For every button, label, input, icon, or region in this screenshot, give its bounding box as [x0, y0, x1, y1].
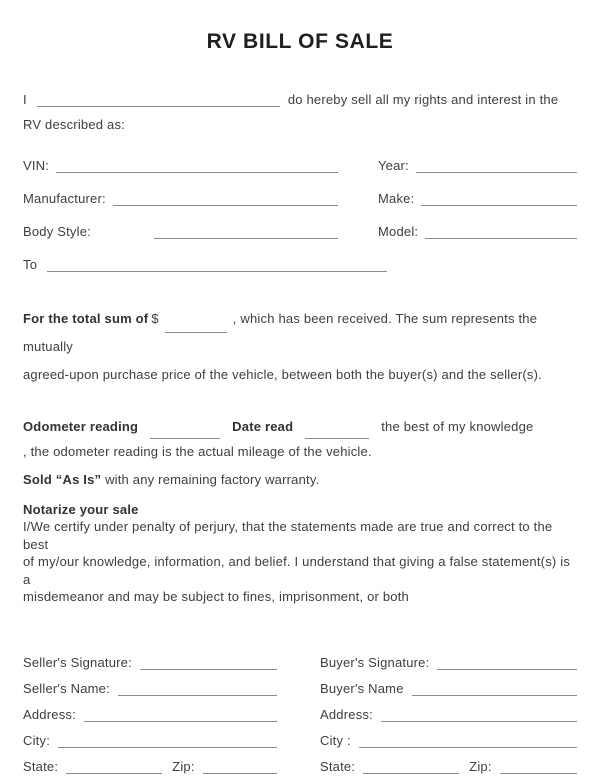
buyer-name-label: Buyer's Name — [320, 680, 404, 696]
body-style-field — [23, 224, 338, 239]
seller-city-label: City: — [23, 732, 50, 748]
notarize-line-3: misdemeanor and may be subject to fines, imprisonment, or both — [23, 589, 409, 604]
total-sum-bold-label: For the total sum of — [23, 311, 149, 326]
to-label: To — [23, 257, 38, 272]
form-title: RV BILL OF SALE — [206, 30, 394, 53]
seller-state-label: State: — [23, 758, 59, 774]
seller-name-input-line[interactable] — [37, 92, 280, 107]
sold-as-is-clause — [23, 472, 577, 487]
total-sum-clause — [23, 305, 577, 389]
odometer-line-1 — [23, 414, 577, 439]
buyer-city-row — [320, 732, 577, 748]
buyer-address-label: Address: — [320, 706, 373, 722]
buyer-column — [320, 654, 577, 784]
seller-city-input-line[interactable] — [58, 733, 277, 748]
seller-state-input-line[interactable] — [66, 759, 162, 774]
intro-post-label: do hereby sell all my rights and interest in the — [287, 92, 559, 107]
sold-as-is-text: with any remaining factory warranty. — [105, 472, 320, 487]
to-recipient-row — [23, 255, 577, 272]
total-sum-text-1: , which has been received. The sum represents the mutually — [23, 311, 538, 354]
seller-state-zip-row — [23, 758, 277, 774]
vehicle-row-2 — [23, 189, 577, 206]
notarize-line-2: of my/our knowledge, information, and belief. I understand that giving a false statement(s) is a — [23, 554, 571, 587]
buyer-zip-input-line[interactable] — [500, 759, 577, 774]
manufacturer-input-line[interactable] — [113, 191, 338, 206]
model-label: Model: — [378, 224, 419, 239]
seller-name-sig-input-line[interactable] — [118, 681, 277, 696]
seller-name-label: Seller's Name: — [23, 680, 110, 696]
total-sum-line-2: agreed-upon purchase price of the vehicle, between both the buyer(s) and the seller(s). — [23, 367, 542, 382]
manufacturer-field — [23, 191, 338, 206]
odometer-text-1: the best of my knowledge — [381, 419, 534, 434]
buyer-name-row — [320, 680, 577, 696]
sold-as-is-bold-label: Sold “As Is” — [23, 472, 102, 487]
make-label: Make: — [378, 191, 415, 206]
notarize-line-1: I/We certify under penalty of perjury, that the statements made are true and correct to the best — [23, 519, 553, 552]
seller-city-row — [23, 732, 277, 748]
vehicle-fields-section — [23, 156, 577, 239]
signatures-section — [23, 654, 577, 784]
year-label: Year: — [378, 158, 409, 173]
signature-column-gap — [277, 654, 320, 784]
buyer-city-label: City : — [320, 732, 351, 748]
buyer-name-sig-input-line[interactable] — [412, 681, 577, 696]
intro-section — [23, 92, 577, 132]
buyer-state-zip-row — [320, 758, 577, 774]
seller-zip-input-line[interactable] — [203, 759, 277, 774]
buyer-address-row — [320, 706, 577, 722]
model-field — [378, 224, 577, 239]
seller-declaration-row — [23, 92, 577, 107]
manufacturer-label: Manufacturer: — [23, 191, 106, 206]
body-style-label: Body Style: — [23, 224, 91, 239]
buyer-state-label: State: — [320, 758, 356, 774]
odometer-clause — [23, 414, 577, 464]
make-field — [378, 191, 577, 206]
odometer-line-2: , the odometer reading is the actual mileage of the vehicle. — [23, 444, 372, 459]
seller-address-label: Address: — [23, 706, 76, 722]
vin-field — [23, 158, 338, 173]
year-field — [378, 158, 577, 173]
seller-signature-label: Seller's Signature: — [23, 654, 132, 670]
seller-zip-label: Zip: — [172, 758, 195, 774]
seller-signature-input-line[interactable] — [140, 655, 277, 670]
buyer-address-input-line[interactable] — [381, 707, 577, 722]
seller-name-row — [23, 680, 277, 696]
vin-input-line[interactable] — [56, 158, 338, 173]
notarize-section — [23, 502, 577, 606]
buyer-signature-input-line[interactable] — [437, 655, 577, 670]
sale-amount-input-line[interactable] — [165, 318, 227, 333]
vehicle-row-1 — [23, 156, 577, 173]
seller-signature-row — [23, 654, 277, 670]
seller-address-row — [23, 706, 277, 722]
vehicle-row-3 — [23, 222, 577, 239]
odometer-reading-input-line[interactable] — [150, 424, 220, 439]
seller-address-input-line[interactable] — [84, 707, 277, 722]
buyer-city-input-line[interactable] — [359, 733, 577, 748]
to-recipient-input-line[interactable] — [47, 257, 387, 272]
seller-column — [23, 654, 277, 784]
buyer-signature-row — [320, 654, 577, 670]
date-read-label: Date read — [232, 419, 294, 434]
vin-label: VIN: — [23, 158, 50, 173]
buyer-zip-label: Zip: — [469, 758, 492, 774]
make-input-line[interactable] — [421, 191, 577, 206]
buyer-state-input-line[interactable] — [363, 759, 459, 774]
body-style-input-line[interactable] — [154, 224, 338, 239]
model-input-line[interactable] — [425, 224, 577, 239]
notarize-heading: Notarize your sale — [23, 502, 139, 517]
date-read-input-line[interactable] — [305, 424, 369, 439]
dollar-sign: $ — [151, 311, 159, 326]
intro-pre-label: I — [23, 92, 27, 107]
buyer-signature-label: Buyer's Signature: — [320, 654, 430, 670]
odometer-reading-label: Odometer reading — [23, 419, 139, 434]
total-sum-line-1 — [23, 305, 577, 361]
year-input-line[interactable] — [416, 158, 577, 173]
rv-described-as-label: RV described as: — [23, 117, 125, 132]
